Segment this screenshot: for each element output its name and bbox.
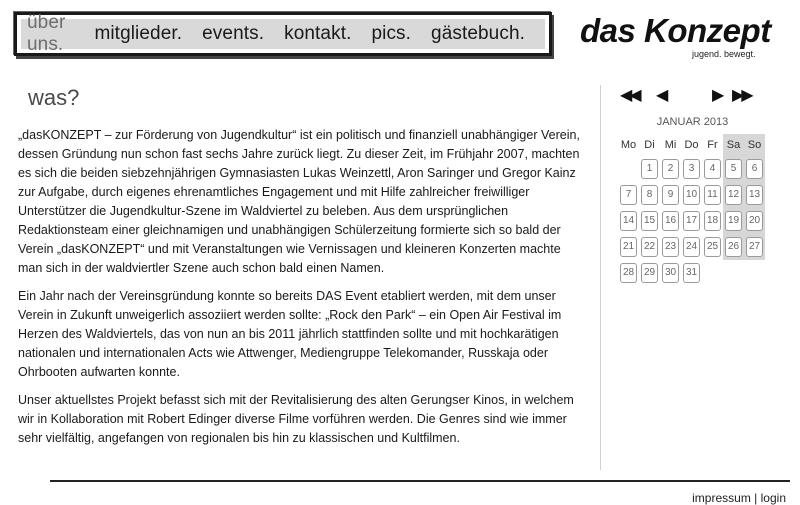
calendar-day[interactable]: 13 bbox=[746, 185, 763, 205]
calendar-day-cell bbox=[618, 260, 639, 286]
calendar-day-cell bbox=[702, 182, 723, 208]
calendar-day[interactable]: 9 bbox=[662, 185, 679, 205]
impressum-link[interactable]: impressum bbox=[692, 491, 751, 505]
weekday-header: Mo bbox=[620, 139, 637, 151]
calendar-day[interactable]: 5 bbox=[725, 159, 742, 179]
calendar-day[interactable]: 7 bbox=[620, 185, 637, 205]
calendar-day-cell bbox=[681, 182, 702, 208]
nav-item-gaestebuch[interactable]: gästebuch. bbox=[431, 23, 525, 44]
footer-divider bbox=[50, 480, 790, 482]
nav-item-kontakt[interactable]: kontakt. bbox=[284, 23, 352, 44]
calendar-day[interactable]: 19 bbox=[725, 211, 742, 231]
logo-title: das Konzept bbox=[580, 12, 771, 49]
calendar-day-cell bbox=[660, 208, 681, 234]
weekday-header: Fr bbox=[707, 139, 718, 151]
calendar-next-icon[interactable]: ▶ bbox=[712, 87, 722, 104]
nav-item-ueber-uns[interactable]: über uns. bbox=[27, 12, 66, 55]
calendar-day[interactable]: 11 bbox=[704, 185, 721, 205]
calendar-day-cell bbox=[681, 260, 702, 286]
calendar-day[interactable]: 29 bbox=[641, 263, 658, 283]
calendar-day-cell bbox=[744, 156, 765, 182]
calendar-day-cell bbox=[744, 208, 765, 234]
nav-item-mitglieder[interactable]: mitglieder. bbox=[94, 23, 183, 44]
site-logo[interactable] bbox=[580, 12, 780, 62]
calendar-day[interactable]: 22 bbox=[641, 237, 658, 257]
content-paragraph: Unser aktuellstes Projekt befasst sich mit der Revitalisierung des alten Gerungser Kinos, in welchem wir in Kollaboration mit Robert Edinger diverse Filme vorführen werden. Die Genres sind wie immer sehr vielfältig, angefangen von regionalen bis hin zu klassischen und Kultfilmen. bbox=[18, 393, 574, 445]
calendar-day-cell bbox=[702, 208, 723, 234]
content-paragraph: Ein Jahr nach der Vereinsgründung konnte so bereits DAS Event etabliert werden, mit dem unser Verein in Zukunft unweigerlich assoziiert werden sollte: „Rock den Park“ – ein Open Air Festival im Herzen des Waldviertels, das von nun an bis 2011 jährlich stattfinden sollte und mit hochkarätigen nationalen und internationalen Acts wie Attwenger, Mediengruppe Telekomander, Russkaja oder Ohrbooten aufwarten konnte. bbox=[18, 289, 562, 379]
calendar-day-cell bbox=[639, 208, 660, 234]
calendar-day[interactable]: 12 bbox=[725, 185, 742, 205]
calendar-day-cell bbox=[744, 234, 765, 260]
calendar-day[interactable]: 15 bbox=[641, 211, 658, 231]
calendar-day-cell bbox=[681, 208, 702, 234]
calendar-navigation bbox=[620, 85, 765, 107]
logo-tagline: jugend. bewegt. bbox=[692, 49, 756, 59]
calendar-day-cell bbox=[723, 182, 744, 208]
calendar-last-icon[interactable]: ▶▶ bbox=[732, 87, 751, 104]
weekday-header: So bbox=[744, 134, 765, 156]
calendar-day-cell bbox=[639, 260, 660, 286]
calendar-empty-cell bbox=[618, 156, 639, 182]
calendar-prev-icon[interactable]: ◀ bbox=[656, 87, 666, 104]
nav-bar bbox=[21, 12, 545, 55]
calendar-day-cell bbox=[618, 182, 639, 208]
footer-separator: | bbox=[754, 491, 758, 505]
calendar-day-cell bbox=[618, 234, 639, 260]
main-content bbox=[18, 126, 583, 457]
calendar-day-cell bbox=[702, 234, 723, 260]
calendar-day[interactable]: 16 bbox=[662, 211, 679, 231]
calendar-first-icon[interactable]: ◀◀ bbox=[620, 87, 639, 104]
nav-item-pics[interactable]: pics. bbox=[371, 23, 412, 44]
calendar-day-cell bbox=[660, 260, 681, 286]
calendar-day[interactable]: 30 bbox=[662, 263, 679, 283]
footer-links bbox=[692, 491, 786, 505]
calendar-day[interactable]: 21 bbox=[620, 237, 637, 257]
calendar-day[interactable]: 8 bbox=[641, 185, 658, 205]
calendar-day[interactable]: 6 bbox=[746, 159, 763, 179]
sidebar-divider bbox=[600, 85, 601, 470]
calendar-day-cell bbox=[618, 208, 639, 234]
calendar-day-cell bbox=[681, 234, 702, 260]
weekday-header: Do bbox=[684, 139, 699, 151]
calendar-day[interactable]: 23 bbox=[662, 237, 679, 257]
calendar-day[interactable]: 10 bbox=[683, 185, 700, 205]
weekday-header: Di bbox=[644, 139, 655, 151]
calendar-day[interactable]: 3 bbox=[683, 159, 700, 179]
calendar-day[interactable]: 26 bbox=[725, 237, 742, 257]
calendar-day-cell bbox=[723, 156, 744, 182]
calendar-day[interactable]: 1 bbox=[641, 159, 658, 179]
calendar-day-cell bbox=[681, 156, 702, 182]
login-link[interactable]: login bbox=[760, 491, 786, 505]
calendar-day-cell bbox=[639, 182, 660, 208]
calendar-day[interactable]: 27 bbox=[746, 237, 763, 257]
calendar-day[interactable]: 4 bbox=[704, 159, 721, 179]
calendar-day-cell bbox=[723, 234, 744, 260]
calendar-day-cell bbox=[723, 208, 744, 234]
calendar-day[interactable]: 20 bbox=[746, 211, 763, 231]
calendar-day-cell bbox=[639, 156, 660, 182]
calendar-day-cell bbox=[660, 182, 681, 208]
calendar-day[interactable]: 24 bbox=[683, 237, 700, 257]
calendar-day-cell bbox=[660, 234, 681, 260]
calendar-day[interactable]: 31 bbox=[683, 263, 700, 283]
calendar-day-cell bbox=[744, 182, 765, 208]
calendar-day[interactable]: 14 bbox=[620, 211, 637, 231]
page-heading: was? bbox=[28, 85, 80, 110]
calendar-day-cell bbox=[660, 156, 681, 182]
calendar-grid bbox=[618, 134, 765, 286]
calendar-month-title: JANUAR 2013 bbox=[656, 116, 729, 128]
weekday-header: Mi bbox=[664, 139, 677, 151]
main-navigation bbox=[14, 12, 552, 56]
calendar-day[interactable]: 28 bbox=[620, 263, 637, 283]
nav-item-events[interactable]: events. bbox=[202, 23, 265, 44]
calendar-day[interactable]: 2 bbox=[662, 159, 679, 179]
content-paragraph: „dasKONZEPT – zur Förderung von Jugendkultur“ ist ein politisch und finanziell unabhängiger Verein, dessen Gründung nun schon fast sechs Jahre zurück liegt. Zu dieser Zeit, im Frühjahr 2007, machten es sich die beiden siebzehnjährigen Gymnasiasten Lukas Weinzettl, Aron Saringer und Gregor Kainz zur Aufgabe, durch eigenes ehrenamtliches Engagement und mit Hilfe zahlreicher freiwilliger Unterstützer die Jugendkultur-Szene im Waldviertel zu beleben. Aus dem ursprünglichen Redaktionsteam einer gleichnamigen und unabhängigen Schülerzeitung formierte sich so bald der Verein „dasKONZEPT“ und mit Veranstaltungen wie Vernissagen und kleineren Konzerten machte man sich in der waldviertler Szene auch schon bald einen Namen. bbox=[18, 128, 580, 275]
calendar-day-cell bbox=[702, 156, 723, 182]
calendar-day-cell bbox=[639, 234, 660, 260]
calendar-day[interactable]: 17 bbox=[683, 211, 700, 231]
calendar-day[interactable]: 25 bbox=[704, 237, 721, 257]
weekday-header: Sa bbox=[723, 134, 744, 156]
calendar-day[interactable]: 18 bbox=[704, 211, 721, 231]
